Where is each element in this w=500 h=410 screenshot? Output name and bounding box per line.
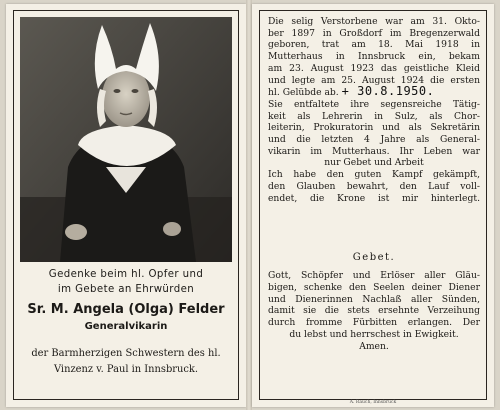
bio-line: den Glauben bewahrt, den Lauf voll- (268, 180, 480, 192)
right-card (252, 4, 494, 407)
deceased-role: Generalvikarin (84, 321, 168, 332)
bio-line: nur Gebet und Arbeit (324, 157, 424, 169)
commemoration-line: im Gebete an Ehrwürden (57, 284, 195, 295)
bio-line: Mutterhaus in Innsbruck ein, bekam (268, 51, 480, 63)
portrait-photo (20, 17, 232, 262)
bio-line: vikarin im Mutterhaus. Ihr Leben war (268, 145, 480, 157)
prayer-title: Gebet. (352, 252, 396, 263)
order-text (18, 346, 234, 377)
prayer-line: und Dienerinnen Nachlaß aller Sünden, (268, 293, 480, 305)
bio-line: keit als Lehrerin in Sulz, als Chor- (268, 110, 480, 122)
prayer-text (268, 270, 480, 353)
commemoration-line: Gedenke beim hl. Opfer und (48, 269, 204, 280)
bio-line-with-date (268, 86, 480, 99)
bio-line: endet, die Krone ist mir hinterlegt. (268, 192, 480, 204)
prayer-line: durch fromme Fürbitten erlangen. Der (268, 317, 480, 329)
printer-imprint: A. Rauch, Innsbruck (349, 400, 397, 405)
bio-line: am 23. August 1923 das geistliche Kleid (268, 62, 480, 74)
bio-line: und die letzten 4 Jahre als General- (268, 134, 480, 146)
prayer-line: Gott, Schöpfer und Erlöser aller Gläu- (268, 270, 480, 281)
bio-line: geboren, trat am 18. Mai 1918 in (268, 39, 480, 51)
bio-line: ber 1897 in Großdorf im Bregenzerwald (268, 27, 480, 39)
prayer-line: Amen. (359, 340, 389, 352)
bio-line: hl. Gelübde ab. (268, 87, 339, 99)
handwritten-death-date: + 30.8.1950. (341, 84, 435, 99)
bio-line: leiterin, Prokuratorin und als Sekretärin (268, 122, 480, 134)
bio-line: Ich habe den guten Kampf gekämpft, (268, 169, 480, 181)
bio-line: Sie entfaltete ihre segensreiche Tätig- (268, 98, 480, 110)
left-card (6, 4, 246, 407)
deceased-name: Sr. M. Angela (Olga) Felder (27, 302, 225, 317)
commemoration-text (18, 267, 234, 297)
bio-line: und legte am 25. August 1924 die ersten (268, 74, 480, 86)
order-line: der Barmherzigen Schwestern des hl. (31, 348, 221, 359)
prayer-line: du lebst und herrschest in Ewigkeit. (289, 328, 459, 340)
prayer-line: damit sie die stets ersehnte Verzeihung (268, 305, 480, 317)
bio-line: Die selig Verstorbene war am 31. Okto- (268, 16, 480, 27)
order-line: Vinzenz v. Paul in Innsbruck. (53, 363, 199, 375)
biography-text (268, 16, 480, 204)
portrait-illustration (20, 17, 232, 262)
prayer-line: bigen, schenke den Seelen deiner Diener (268, 281, 480, 293)
